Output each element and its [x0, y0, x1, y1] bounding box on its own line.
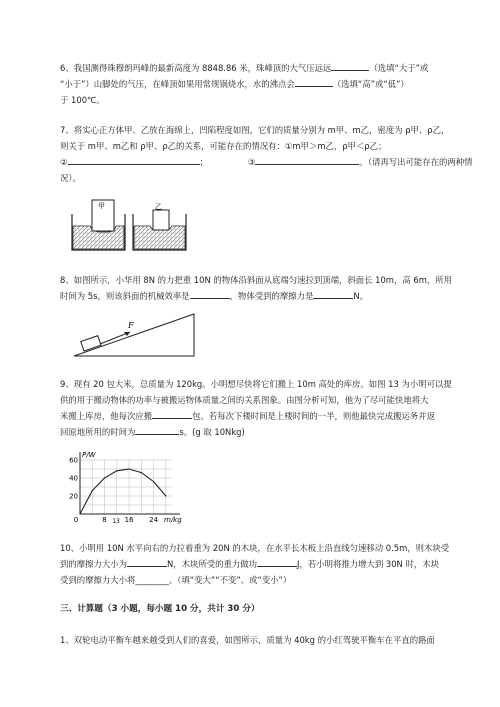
q10-line1: 10、小明用 10N 水平向右的力拉着重为 20N 的木块，在水平长木板上沿直线匀速移动 0.5m，则木块受 — [60, 543, 450, 553]
q10-line2-text: 到的摩擦力大小为 — [60, 559, 127, 569]
q6-blank-1[interactable] — [331, 60, 369, 71]
question-9 — [60, 376, 478, 440]
q6-line3: 于 100℃。 — [60, 95, 105, 105]
question-8 — [60, 272, 478, 304]
q7-line4: 况）。 — [60, 173, 81, 183]
sponge-figure — [70, 196, 190, 254]
q9-blank-1[interactable] — [152, 408, 192, 419]
q10-line2-mid: N，木块所受的重力做功 — [167, 559, 258, 569]
data-point — [153, 481, 154, 482]
y-tick-label: 60 — [69, 456, 78, 465]
q9-line4-tail: s。(g 取 10Nkg) — [179, 427, 245, 437]
q9-line1: 9、现有 20 包大米，总质量为 120kg。小明想尽快将它们搬上 10m 高处的库房。如图 13 为小明可以提 — [60, 379, 452, 389]
section-3-title: 三、计算题（3 小题，每小题 10 分，共计 30 分） — [60, 604, 260, 614]
y-tick-label: 40 — [69, 474, 78, 483]
q7-line2: 则关于 m甲、m乙和 ρ甲、ρ乙的关系，可能存在的情况有：①m甲＞m乙，ρ甲＜ρ乙； — [60, 141, 387, 151]
label-force: F — [128, 321, 134, 330]
q10-line2-tail: J，若小明将推力增大到 30N 时，木块 — [297, 559, 439, 569]
question-7 — [60, 122, 478, 186]
incline-figure — [72, 310, 197, 360]
data-point — [104, 477, 105, 478]
q7-mark-3: ③ — [247, 157, 256, 167]
q9-line3-text: 米搬上库房，他每次应搬 — [60, 411, 153, 421]
x-tick-label: 16 — [124, 516, 134, 524]
block-yi — [153, 210, 169, 230]
x-tick-label: 24 — [149, 516, 159, 524]
q10-blank-2[interactable] — [257, 556, 297, 567]
label-yi: 乙 — [155, 203, 162, 211]
q6-line1-hint: （选填“大于”或 — [369, 63, 429, 73]
data-point — [79, 513, 80, 514]
q8-blank-1[interactable] — [190, 288, 230, 299]
q6-line2-text: “小于”）山脚处的气压，在峰顶如果用常规锅烧水，水的沸点会 — [60, 79, 295, 89]
power-mass-chart — [66, 450, 186, 524]
q9-line2: 供的用于搬动物体的功率与被搬运物体质量之间的关系图象。由图分析可知，他为了尽可能快地将大 — [60, 395, 429, 405]
data-point — [92, 490, 93, 491]
data-point — [116, 470, 117, 471]
x-tick-label: 8 — [102, 516, 107, 524]
x-axis-label: m/kg — [164, 516, 182, 524]
series-line — [80, 469, 166, 514]
q6-blank-2[interactable] — [295, 76, 333, 87]
q9-blank-2[interactable] — [135, 424, 179, 435]
calc-question-1 — [60, 632, 478, 648]
q8-blank-2[interactable] — [313, 288, 353, 299]
data-point — [141, 472, 142, 473]
c1-line1: 1、双轮电动平衡车越来越受到人们的喜爱，如图所示，质量为 40kg 的小红驾驶平衡车在平直的路面 — [60, 635, 435, 645]
y-tick-label: 20 — [69, 492, 78, 501]
y-axis-label: P/W — [82, 451, 96, 459]
q8-line2-mid: ，物体受到的摩擦力是 — [229, 291, 314, 301]
incline-slope — [74, 314, 194, 356]
q7-line1: 7、将实心正方体甲、乙放在海绵上，凹陷程度如图，它们的质量分别为 m甲、m乙，密度为 ρ甲、ρ乙， — [60, 125, 450, 135]
question-10 — [60, 540, 478, 588]
q7-blank-3[interactable] — [255, 154, 359, 165]
stray-mark: 13 — [112, 518, 120, 524]
q9-line3-tail: 包。若每次下楼时间是上楼时间的一半，则他最快完成搬运务并返 — [192, 411, 435, 421]
data-point — [128, 468, 129, 469]
q9-line4-text: 回原地所用的时间为 — [60, 427, 136, 437]
question-6 — [60, 60, 478, 108]
q10-blank-1[interactable] — [127, 556, 167, 567]
q6-line1-text: 6、我国测得珠穆朗玛峰的最新高度为 8848.86 米，珠峰顶的大气压远远 — [60, 63, 332, 73]
q8-line1: 8、如图所示，小华用 8N 的力把重 10N 的物体沿斜面从底端匀速拉到顶端，斜面长 10m，高 6m，所用 — [60, 275, 452, 285]
q7-line3-tail: 。（请再写出可能存在的两种情 — [359, 157, 473, 167]
x-tick-label: 0 — [73, 516, 79, 524]
label-jia: 甲 — [98, 202, 105, 210]
q7-sep: ； — [199, 157, 208, 167]
q7-blank-2[interactable] — [68, 154, 200, 165]
q10-line3: 受到的摩擦力大小将________。（填“变大”“不变”、或“变小”） — [60, 575, 292, 585]
q8-line2-tail: N。 — [353, 291, 368, 301]
data-point — [165, 495, 166, 496]
q6-line2-hint: （选填“高”或“低”） — [332, 79, 409, 89]
q7-mark-2: ② — [60, 157, 68, 167]
q8-line2-text: 时间为 5s，则该斜面的机械效率是 — [60, 291, 190, 301]
